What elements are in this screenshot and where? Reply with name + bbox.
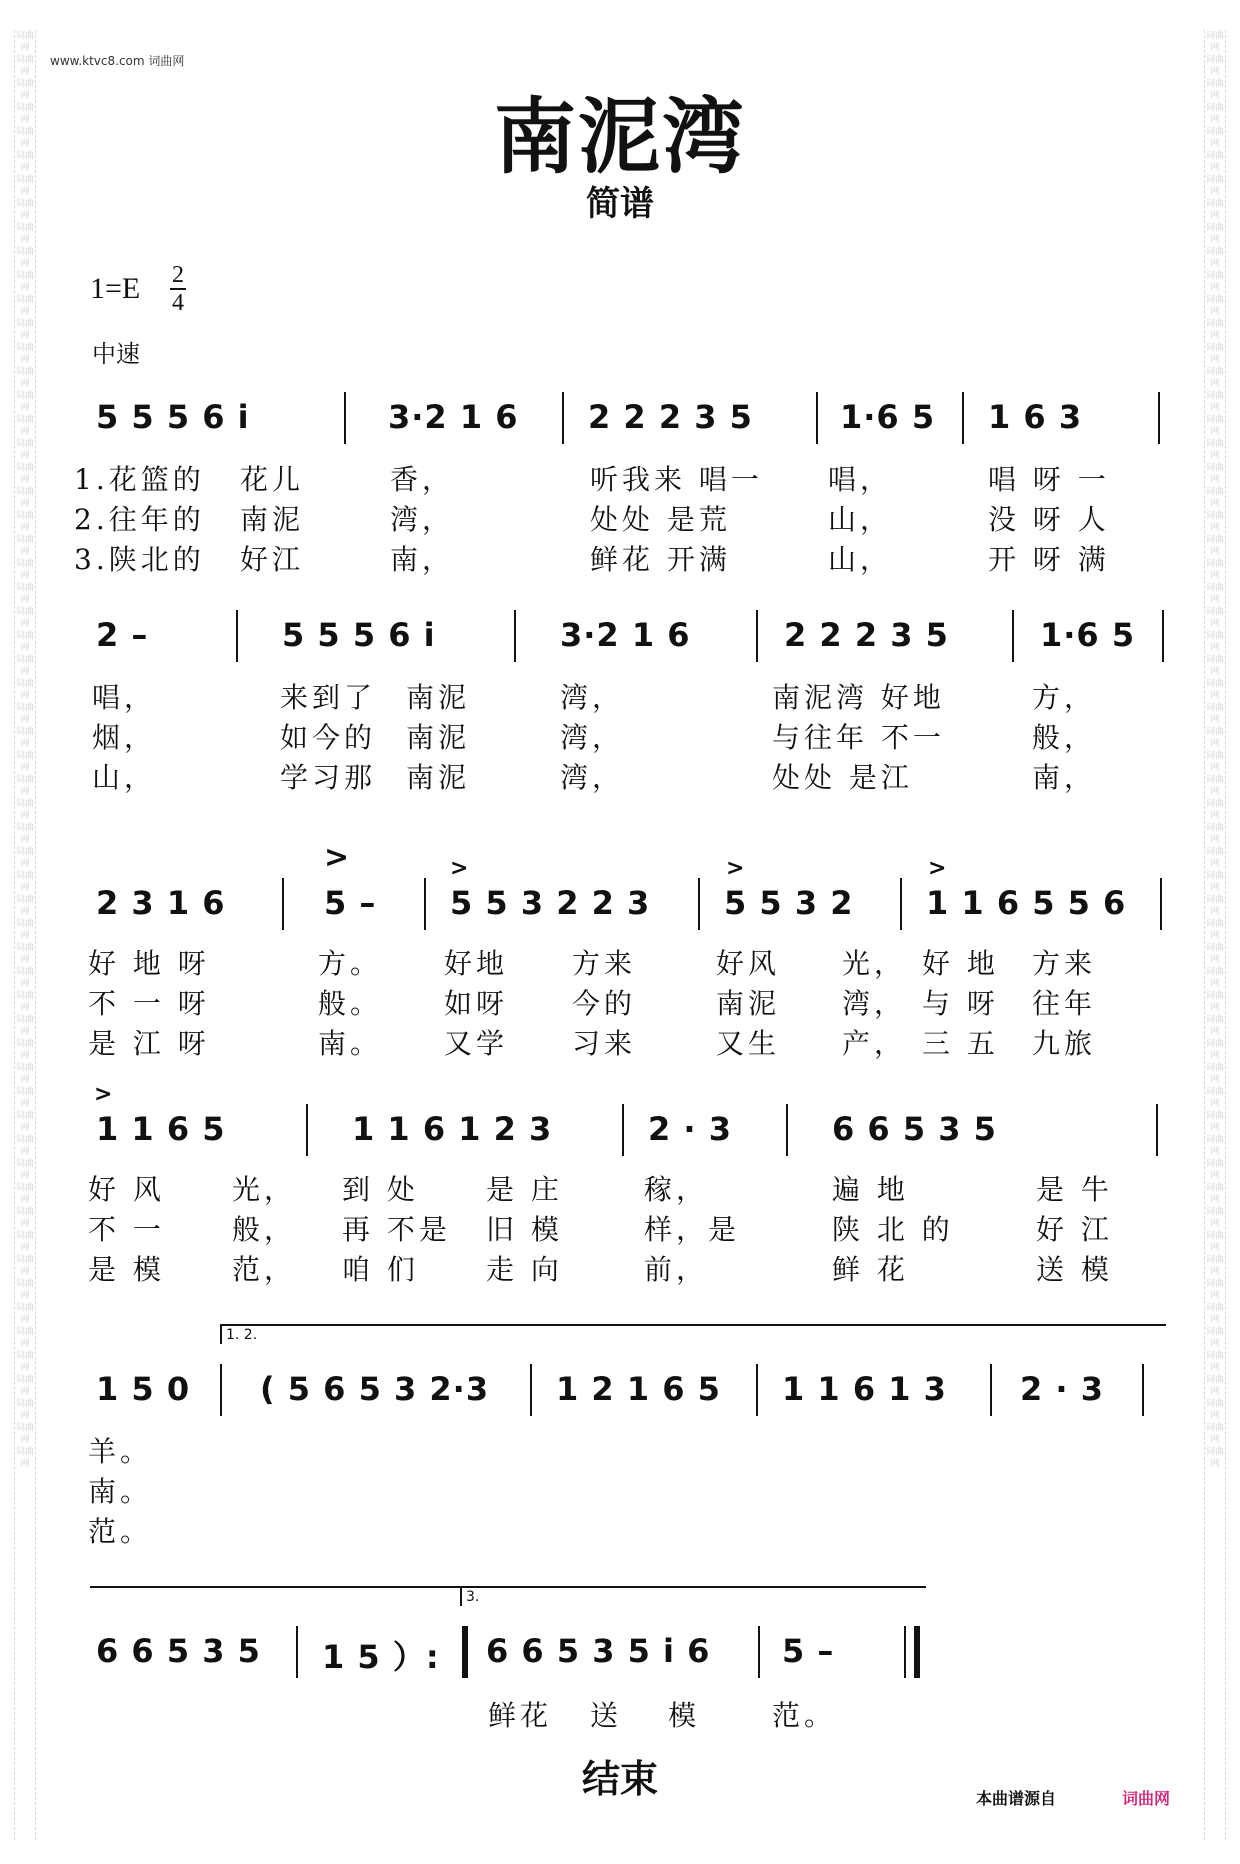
lyric: 鲜花 开满 [590,543,731,576]
lyric: 山， [828,543,893,576]
measure: 1 1 6 1 3 [782,1370,947,1408]
measure: 2 · 3 [648,1110,732,1148]
lyric: 如今的 [280,721,377,754]
lyric: 南泥 [406,721,471,754]
final-barline-thin [904,1626,906,1678]
lyric: 般。 [318,987,383,1020]
barline [306,1104,308,1156]
lyric: 陕 北 的 [832,1213,954,1246]
measure: 1 1 6 5 5 6 [926,884,1127,922]
lyric: 羊。 [88,1435,153,1468]
lyric: 好 江 [1036,1213,1113,1246]
lyric: 香， [390,463,455,496]
lyric: 方， [1032,681,1097,714]
lyric: 今的 [572,987,637,1020]
lyric: 好江 [240,543,305,576]
measure: 1 1 6 5 [96,1110,226,1148]
lyric: 与 呀 [922,987,999,1020]
time-signature-top: 2 [172,262,184,288]
lyric: 样，是 [644,1213,741,1246]
lyric: 烟， [92,721,157,754]
lyric: 花儿 [240,463,305,496]
lyric: 是 牛 [1036,1173,1113,1206]
lyric: 再 不是 [342,1213,451,1246]
lyric: 好地 [444,947,509,980]
barline [962,392,964,444]
time-signature-bottom: 4 [172,290,184,316]
barline [424,878,426,930]
measure: 6 6 5 3 5 [96,1632,261,1670]
measure: 2 · 3 [1020,1370,1104,1408]
lyric: 鲜花 [488,1699,553,1732]
measure: 2 3 1 6 [96,884,226,922]
volta-bracket-3: 3. [460,1586,926,1606]
barline [622,1104,624,1156]
accent-mark: > [450,856,469,881]
barline [282,878,284,930]
source-url: www.ktvc8.com 词曲网 [50,54,185,68]
barline [1012,610,1014,662]
measure: 5 5 5 6 i [282,616,436,654]
measure: 2 2 2 3 5 [588,398,753,436]
lyric: 是 模 [88,1253,165,1286]
measure: 1 1 6 1 2 3 [352,1110,553,1148]
lyric: 九旅 [1032,1027,1097,1060]
lyric: 遍 地 [832,1173,909,1206]
barline [786,1104,788,1156]
measure: 5 5 5 6 i [96,398,250,436]
lyric: 鲜 花 [832,1253,909,1286]
lyric: 3.陕北的 [74,543,205,576]
barline [530,1364,532,1416]
end-marking: 结束 [581,1757,658,1801]
lyric: 1.花篮的 [74,463,205,496]
lyric: 山， [92,761,157,794]
barline [1158,392,1160,444]
lyric: 听我来 唱一 [590,463,763,496]
lyric: 是 庄 [486,1173,563,1206]
accent-mark: > [726,856,745,881]
footer-source: 本曲谱源自 [976,1789,1057,1808]
lyric: 方来 [1032,947,1097,980]
barline [758,1626,760,1678]
lyric: 好 风 [88,1173,165,1206]
measure: 6 6 5 3 5 [832,1110,997,1148]
measure: 6 6 5 3 5 i 6 [486,1632,711,1670]
lyric: 如呀 [444,987,509,1020]
lyric: 到 处 [342,1173,419,1206]
lyric: 光， [232,1173,297,1206]
accent-mark: > [94,1082,113,1107]
system-6-notes [0,1632,1240,1684]
measure: 1·6 5 [1040,616,1136,654]
volta-line-1-2 [90,1586,464,1606]
time-signature [168,262,188,316]
barline [990,1364,992,1416]
lyric: 唱 呀 一 [988,463,1110,496]
lyric: 湾， [560,721,625,754]
lyric: 唱， [92,681,157,714]
measure: 5 5 3 2 [724,884,854,922]
lyric: 走 向 [486,1253,563,1286]
final-barline-thick [914,1626,920,1678]
measure: 3·2 1 6 [388,398,519,436]
lyric: 开 呀 满 [988,543,1110,576]
barline [1156,1104,1158,1156]
lyric: 湾， [842,987,907,1020]
lyric: 方。 [318,947,383,980]
lyric: 学习那 [280,761,377,794]
lyric: 方来 [572,947,637,980]
lyric: 送 [590,1699,623,1732]
measure: 5 – [782,1632,835,1670]
lyric: 光， [842,947,907,980]
lyric: 南。 [318,1027,383,1060]
barline [756,610,758,662]
lyric: 南泥 [406,681,471,714]
lyric: 唱， [828,463,893,496]
measure: 1 5 ）: [322,1638,440,1676]
system-3-notes [0,884,1240,936]
lyric: 产， [842,1027,907,1060]
lyric: 又生 [716,1027,781,1060]
lyric: 好 地 呀 [88,947,210,980]
page-title: 南泥湾 [493,90,746,185]
barline [236,610,238,662]
barline [344,392,346,444]
measure: 5 – [324,884,377,922]
lyric: 模 [668,1699,701,1732]
lyric: 南， [1032,761,1097,794]
lyric: 范， [232,1253,297,1286]
lyric: 南。 [88,1475,153,1508]
footer-brand-link[interactable]: 词曲网 [1122,1789,1171,1808]
crescendo-accent-mark: > [324,840,350,875]
measure: 5 5 3 2 2 3 [450,884,651,922]
lyric: 范。 [772,1699,837,1732]
lyric: 不 一 呀 [88,987,210,1020]
lyric: 稼， [644,1173,709,1206]
barline [514,610,516,662]
lyric: 好 地 [922,947,999,980]
lyric: 送 模 [1036,1253,1113,1286]
lyric: 南， [390,543,455,576]
lyric: 三 五 [922,1027,999,1060]
key-signature: 1=E [90,272,141,305]
repeat-barline [462,1626,468,1678]
lyric: 好风 [716,947,781,980]
lyric: 般， [1032,721,1097,754]
barline [698,878,700,930]
barline [900,878,902,930]
right-watermark-strip: 词曲网 词曲网 词曲网 词曲网 词曲网 词曲网 词曲网 词曲网 词曲网 词曲网 词曲网 词曲网 词曲网 词曲网 词曲网 词曲网 词曲网 词曲网 词曲网 词曲网 词曲网 词曲网 词曲网 词曲网 词曲网 词曲网 词曲网 词曲网 词曲网 词曲网 词曲网 词曲网 词曲网 词曲网 词曲网 词曲网 词曲网 词曲网 词曲网 词曲网 词曲网 词曲网 词曲网 词曲网 词曲网 词曲网 词曲网 词曲网 词曲网 词曲网 词曲网 词曲网 词曲网 词曲网 词曲网 词曲网 词曲网 词曲网 词曲网 词曲网 [1204,30,1226,1840]
system-5-notes [0,1370,1240,1422]
lyric: 范。 [88,1515,153,1548]
lyric: 处处 是江 [772,761,913,794]
accent-mark: > [928,856,947,881]
lyric: 又学 [444,1027,509,1060]
lyric: 是 江 呀 [88,1027,210,1060]
lyric: 没 呀 人 [988,503,1110,536]
lyric: 前， [644,1253,709,1286]
lyric: 2.往年的 [74,503,205,536]
lyric: 南泥 [716,987,781,1020]
lyric: 处处 是荒 [590,503,731,536]
lyric: 南泥 [406,761,471,794]
measure: ( 5 6 5 3 2·3 [260,1370,490,1408]
lyric: 南泥 [240,503,305,536]
system-2-notes [0,616,1240,668]
measure: 1 2 1 6 5 [556,1370,721,1408]
barline [816,392,818,444]
left-watermark-strip: 词曲网 词曲网 词曲网 词曲网 词曲网 词曲网 词曲网 词曲网 词曲网 词曲网 词曲网 词曲网 词曲网 词曲网 词曲网 词曲网 词曲网 词曲网 词曲网 词曲网 词曲网 词曲网 词曲网 词曲网 词曲网 词曲网 词曲网 词曲网 词曲网 词曲网 词曲网 词曲网 词曲网 词曲网 词曲网 词曲网 词曲网 词曲网 词曲网 词曲网 词曲网 词曲网 词曲网 词曲网 词曲网 词曲网 词曲网 词曲网 词曲网 词曲网 词曲网 词曲网 词曲网 词曲网 词曲网 词曲网 词曲网 词曲网 词曲网 词曲网 [14,30,36,1840]
lyric: 湾， [560,681,625,714]
lyric: 不 一 [88,1213,165,1246]
barline [296,1626,298,1678]
measure: 1·6 5 [840,398,936,436]
lyric: 往年 [1032,987,1097,1020]
barline [562,392,564,444]
lyric: 山， [828,503,893,536]
measure: 3·2 1 6 [560,616,691,654]
system-1-notes [0,398,1240,450]
barline [1160,878,1162,930]
volta-bracket-1-2: 1. 2. [220,1324,1166,1344]
barline [220,1364,222,1416]
lyric: 湾， [390,503,455,536]
lyric: 般， [232,1213,297,1246]
lyric: 旧 模 [486,1213,563,1246]
measure: 1 6 3 [988,398,1083,436]
lyric: 湾， [560,761,625,794]
tempo-marking: 中速 [92,340,140,368]
lyric: 与往年 不一 [772,721,945,754]
system-4-notes [0,1110,1240,1162]
barline [756,1364,758,1416]
lyric: 咱 们 [342,1253,419,1286]
lyric: 来到了 [280,681,377,714]
lyric: 习来 [572,1027,637,1060]
lyric: 南泥湾 好地 [772,681,945,714]
page-subtitle: 简谱 [586,184,654,224]
measure: 1 5 0 [96,1370,191,1408]
measure: 2 – [96,616,149,654]
barline [1142,1364,1144,1416]
measure: 2 2 2 3 5 [784,616,949,654]
barline [1162,610,1164,662]
